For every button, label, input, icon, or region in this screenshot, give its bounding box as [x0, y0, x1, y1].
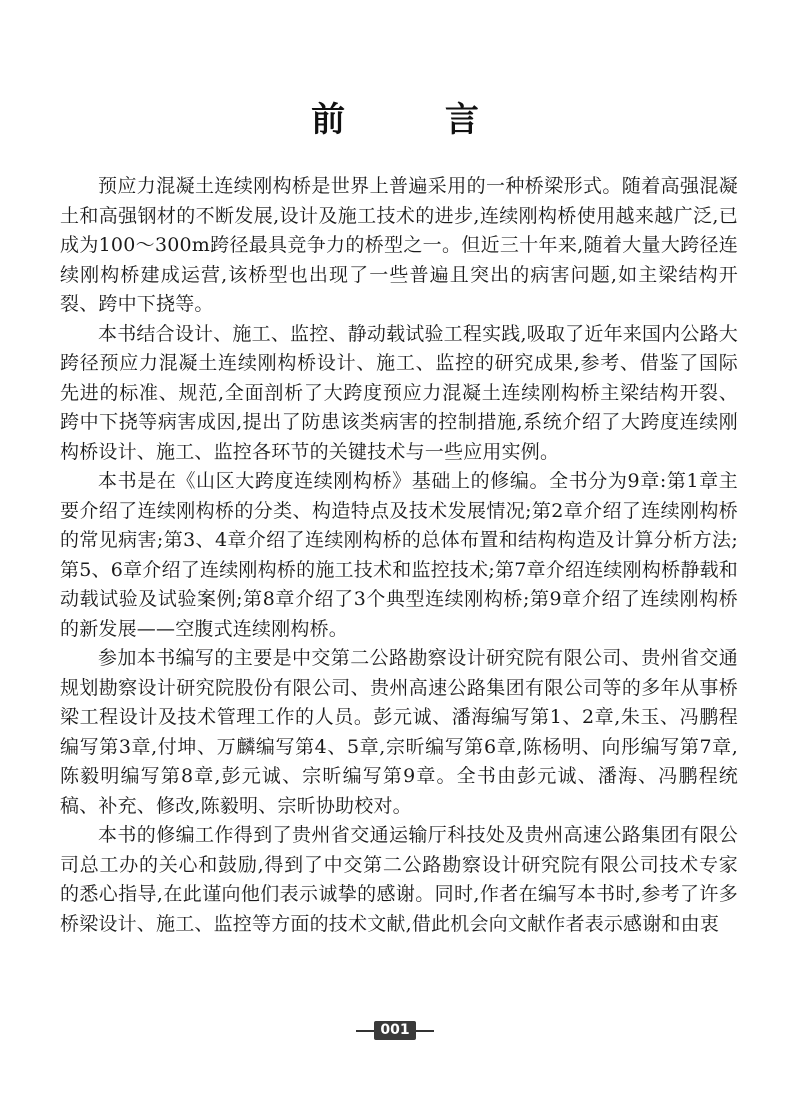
paragraph: 本书是在《山区大跨度连续刚构桥》基础上的修编。全书分为9章:第1章主要介绍了连续刚构桥的分类、构造特点及技术发展情况;第2章介绍了连续刚构桥的常见病害;第3、4章介绍了连续刚构桥的总体布置和结构构造及计算分析方法;第5、6章介绍了连续刚构桥的施工技术和监控技术;第7章介绍连续刚构桥静载和动载试验及试验案例;第8章介绍了3个典型连续刚构桥;第9章介绍了连续刚构桥的新发展——空腹式连续刚构桥。 — [60, 470, 738, 640]
paragraph: 本书结合设计、施工、监控、静动载试验工程实践,吸取了近年来国内公路大跨径预应力混凝土连续刚构桥设计、施工、监控的研究成果,参考、借鉴了国际先进的标准、规范,全面剖析了大跨度预应力混凝土连续刚构桥主梁结构开裂、跨中下挠等病害成因,提出了防患该类病害的控制措施,系统介绍了大跨度连续刚构桥设计、施工、监控各环节的关键技术与一些应用实例。 — [60, 322, 738, 463]
paragraph: 预应力混凝土连续刚构桥是世界上普遍采用的一种桥梁形式。随着高强混凝土和高强钢材的不断发展,设计及施工技术的进步,连续刚构桥使用越来越广泛,已成为100～300m跨径最具竞争力的桥型之一。但近三十年来,随着大量大跨径连续刚构桥建成运营,该桥型也出现了一些普遍且突出的病害问题,如主梁结构开裂、跨中下挠等。 — [60, 175, 738, 315]
footer-rule-right — [416, 1030, 434, 1032]
page-number: 001 — [374, 1021, 416, 1040]
paragraph: 参加本书编写的主要是中交第二公路勘察设计研究院有限公司、贵州省交通规划勘察设计研究院股份有限公司、贵州高速公路集团有限公司等的多年从事桥梁工程设计及技术管理工作的人员。彭元诚、潘海编写第1、2章,朱玉、冯鹏程编写第3章,付坤、万麟编写第4、5章,宗昕编写第6章,陈杨明、向彤编写第7章,陈毅明编写第8章,彭元诚、宗昕编写第9章。全书由彭元诚、潘海、冯鹏程统稿、补充、修改,陈毅明、宗昕协助校对。 — [60, 647, 738, 817]
page-footer — [0, 1019, 790, 1043]
footer-rule-left — [356, 1030, 374, 1032]
preface-body — [60, 172, 738, 939]
paragraph: 本书的修编工作得到了贵州省交通运输厅科技处及贵州高速公路集团有限公司总工办的关心和鼓励,得到了中交第二公路勘察设计研究院有限公司技术专家的悉心指导,在此谨向他们表示诚挚的感谢。同时,作者在编写本书时,参考了许多桥梁设计、施工、监控等方面的技术文献,借此机会向文献作者表示感谢和由衷 — [60, 824, 738, 935]
page-title: 前 言 — [311, 100, 523, 140]
